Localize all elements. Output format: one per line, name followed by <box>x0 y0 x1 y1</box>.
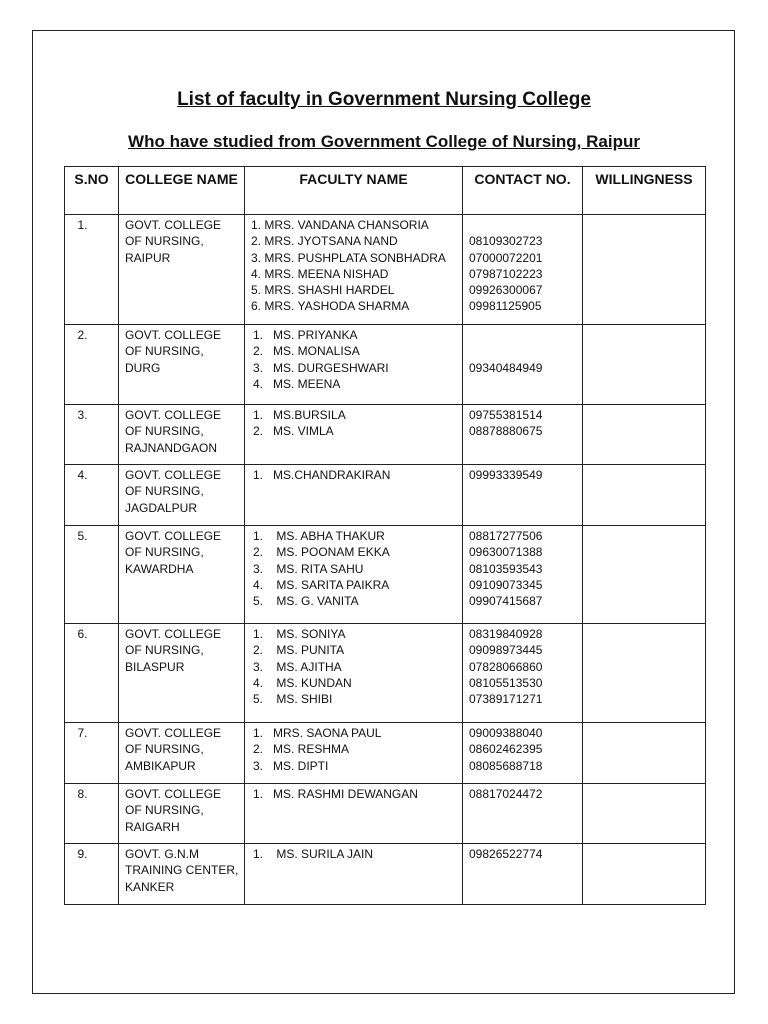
faculty-name: 1. MS.BURSILA <box>253 408 346 422</box>
header-college-name: COLLEGE NAME <box>119 167 245 215</box>
faculty-list <box>251 405 458 440</box>
table-row <box>65 215 706 325</box>
faculty-name-cell <box>245 405 463 465</box>
faculty-name: 2. MS. RESHMA <box>253 742 350 757</box>
faculty-name: 5. MS. G. VANITA <box>253 594 359 609</box>
contact-number: 08319840928 <box>469 627 543 641</box>
contact-number: 09630071388 <box>469 545 543 560</box>
page-title: List of faculty in Government Nursing College <box>177 89 591 110</box>
contact-list <box>469 784 578 802</box>
willingness-cell[interactable] <box>583 624 706 723</box>
sno-value: 5. <box>77 529 88 543</box>
table-row <box>65 465 706 526</box>
header-willingness: WILLINGNESS <box>583 167 706 215</box>
contact-number: 09755381514 <box>469 408 543 422</box>
table-row <box>65 844 706 905</box>
sno-value: 4. <box>77 468 88 482</box>
table-row <box>65 325 706 405</box>
willingness-cell[interactable] <box>583 405 706 465</box>
sno-cell <box>65 215 119 325</box>
contact-list <box>469 405 578 440</box>
college-name: GOVT. COLLEGE OF NURSING, BILASPUR <box>125 627 222 674</box>
faculty-list <box>251 624 458 707</box>
faculty-name: 2. MRS. JYOTSANA NAND <box>251 234 398 249</box>
faculty-name-cell <box>245 465 463 526</box>
college-name-cell <box>119 325 245 405</box>
sno-cell <box>65 405 119 465</box>
contact-list <box>469 325 578 392</box>
college-name: GOVT. COLLEGE OF NURSING, AMBIKAPUR <box>125 726 222 773</box>
contact-list <box>469 723 578 774</box>
faculty-name-cell <box>245 844 463 905</box>
contact-list <box>469 465 578 483</box>
college-name: GOVT. COLLEGE OF NURSING, DURG <box>125 328 222 375</box>
faculty-list <box>251 723 458 774</box>
faculty-name: 6. MRS. YASHODA SHARMA <box>251 299 410 314</box>
faculty-list <box>251 784 458 802</box>
table-row <box>65 526 706 624</box>
college-name-cell <box>119 465 245 526</box>
contact-number: 09109073345 <box>469 577 543 592</box>
contact-number: 08105513530 <box>469 675 543 690</box>
faculty-name: 1. MS. SURILA JAIN <box>253 847 374 861</box>
contact-no-cell <box>463 405 583 465</box>
faculty-name-cell <box>245 784 463 844</box>
contact-no-cell <box>463 215 583 325</box>
willingness-cell[interactable] <box>583 844 706 905</box>
willingness-cell[interactable] <box>583 325 706 405</box>
contact-number: 08817024472 <box>469 787 543 801</box>
faculty-name-cell <box>245 215 463 325</box>
sno-value: 2. <box>77 328 88 342</box>
college-name-cell <box>119 526 245 624</box>
college-name-cell <box>119 624 245 723</box>
faculty-name: 4. MS. MEENA <box>253 376 341 391</box>
willingness-cell[interactable] <box>583 215 706 325</box>
willingness-cell[interactable] <box>583 526 706 624</box>
faculty-name: 2. MS. VIMLA <box>253 424 334 439</box>
faculty-name: 3. MRS. PUSHPLATA SONBHADRA <box>251 250 446 265</box>
contact-number: 08878880675 <box>469 424 543 439</box>
contact-number: 08109302723 <box>469 234 543 249</box>
page-subtitle: Who have studied from Government College of Nursing, Raipur <box>128 132 640 151</box>
sno-value: 8. <box>77 787 88 801</box>
willingness-cell[interactable] <box>583 465 706 526</box>
faculty-name: 3. MS. DURGESHWARI <box>253 360 389 375</box>
willingness-cell[interactable] <box>583 784 706 844</box>
contact-number: 09993339549 <box>469 468 543 482</box>
faculty-list <box>251 465 458 483</box>
contact-number: 08085688718 <box>469 758 543 773</box>
contact-no-cell <box>463 624 583 723</box>
sno-cell <box>65 526 119 624</box>
contact-list <box>469 215 578 315</box>
faculty-name-cell <box>245 723 463 784</box>
faculty-list <box>251 325 458 392</box>
college-name: GOVT. COLLEGE OF NURSING, RAJNANDGAON <box>125 408 222 455</box>
willingness-cell[interactable] <box>583 723 706 784</box>
contact-number: 09907415687 <box>469 594 543 609</box>
header-contact-no: CONTACT NO. <box>463 167 583 215</box>
sno-value: 3. <box>77 408 88 422</box>
college-name-cell <box>119 723 245 784</box>
college-name-cell <box>119 844 245 905</box>
contact-list <box>469 624 578 707</box>
faculty-name: 5. MRS. SHASHI HARDEL <box>251 283 395 298</box>
faculty-name: 2. MS. PUNITA <box>253 643 345 658</box>
contact-list <box>469 844 578 862</box>
faculty-name: 2. MS. POONAM EKKA <box>253 545 390 560</box>
contact-number <box>469 327 578 343</box>
faculty-name: 1. MS. RASHMI DEWANGAN <box>253 787 418 801</box>
faculty-name: 1. MS.CHANDRAKIRAN <box>253 468 391 482</box>
sno-cell <box>65 325 119 405</box>
sno-value: 7. <box>77 726 88 740</box>
college-name: GOVT. COLLEGE OF NURSING, RAIGARH <box>125 787 222 834</box>
sno-cell <box>65 784 119 844</box>
contact-number: 08103593543 <box>469 561 543 576</box>
college-name-cell <box>119 405 245 465</box>
table-body <box>65 215 706 905</box>
header-faculty-name: FACULTY NAME <box>245 167 463 215</box>
college-name-cell <box>119 215 245 325</box>
college-name: GOVT. COLLEGE OF NURSING, RAIPUR <box>125 218 222 265</box>
faculty-name: 4. MS. KUNDAN <box>253 675 352 690</box>
faculty-name: 4. MRS. MEENA NISHAD <box>251 266 389 281</box>
sno-cell <box>65 844 119 905</box>
faculty-name: 3. MS. DIPTI <box>253 758 329 773</box>
faculty-name: 3. MS. AJITHA <box>253 659 342 674</box>
faculty-list <box>251 526 458 609</box>
faculty-name: 4. MS. SARITA PAIKRA <box>253 577 390 592</box>
sno-cell <box>65 465 119 526</box>
faculty-name-cell <box>245 526 463 624</box>
table-row <box>65 784 706 844</box>
college-name: GOVT. G.N.M TRAINING CENTER, KANKER <box>125 847 239 894</box>
faculty-name: 1. MRS. SAONA PAUL <box>253 726 382 740</box>
college-name: GOVT. COLLEGE OF NURSING, JAGDALPUR <box>125 468 222 515</box>
contact-number: 08602462395 <box>469 742 543 757</box>
faculty-name: 1. MRS. VANDANA CHANSORIA <box>251 218 429 232</box>
contact-number: 07987102223 <box>469 266 543 281</box>
faculty-table <box>64 166 706 905</box>
contact-number: 09009388040 <box>469 726 543 740</box>
contact-number: 07828066860 <box>469 659 543 674</box>
faculty-name: 2. MS. MONALISA <box>253 344 360 359</box>
faculty-name: 3. MS. RITA SAHU <box>253 561 364 576</box>
header-sno: S.NO <box>65 167 119 215</box>
contact-no-cell <box>463 844 583 905</box>
sno-value: 1. <box>77 218 88 232</box>
sno-value: 6. <box>77 627 88 641</box>
table-row <box>65 624 706 723</box>
faculty-name-cell <box>245 624 463 723</box>
contact-number: 09098973445 <box>469 643 543 658</box>
table-header-row <box>65 167 706 215</box>
contact-no-cell <box>463 784 583 844</box>
college-name-cell <box>119 784 245 844</box>
college-name: GOVT. COLLEGE OF NURSING, KAWARDHA <box>125 529 222 576</box>
table-row <box>65 405 706 465</box>
contact-list <box>469 526 578 609</box>
faculty-name-cell <box>245 325 463 405</box>
contact-number: 09826522774 <box>469 847 543 861</box>
table-row <box>65 723 706 784</box>
faculty-name: 5. MS. SHIBI <box>253 692 333 707</box>
contact-number: 08817277506 <box>469 529 543 543</box>
sno-value: 9. <box>77 847 88 861</box>
contact-number: 07000072201 <box>469 250 543 265</box>
contact-number <box>469 217 578 233</box>
faculty-list <box>251 844 458 862</box>
contact-number <box>469 376 578 392</box>
faculty-name: 1. MS. PRIYANKA <box>253 328 358 342</box>
contact-number: 09340484949 <box>469 360 543 375</box>
contact-no-cell <box>463 526 583 624</box>
contact-no-cell <box>463 325 583 405</box>
sno-cell <box>65 723 119 784</box>
faculty-list <box>251 215 458 315</box>
contact-number: 07389171271 <box>469 692 543 707</box>
contact-number <box>469 343 578 359</box>
contact-no-cell <box>463 465 583 526</box>
sno-cell <box>65 624 119 723</box>
faculty-name: 1. MS. ABHA THAKUR <box>253 529 385 543</box>
contact-no-cell <box>463 723 583 784</box>
faculty-name: 1. MS. SONIYA <box>253 627 346 641</box>
contact-number: 09926300067 <box>469 283 543 298</box>
contact-number: 09981125905 <box>469 299 542 314</box>
